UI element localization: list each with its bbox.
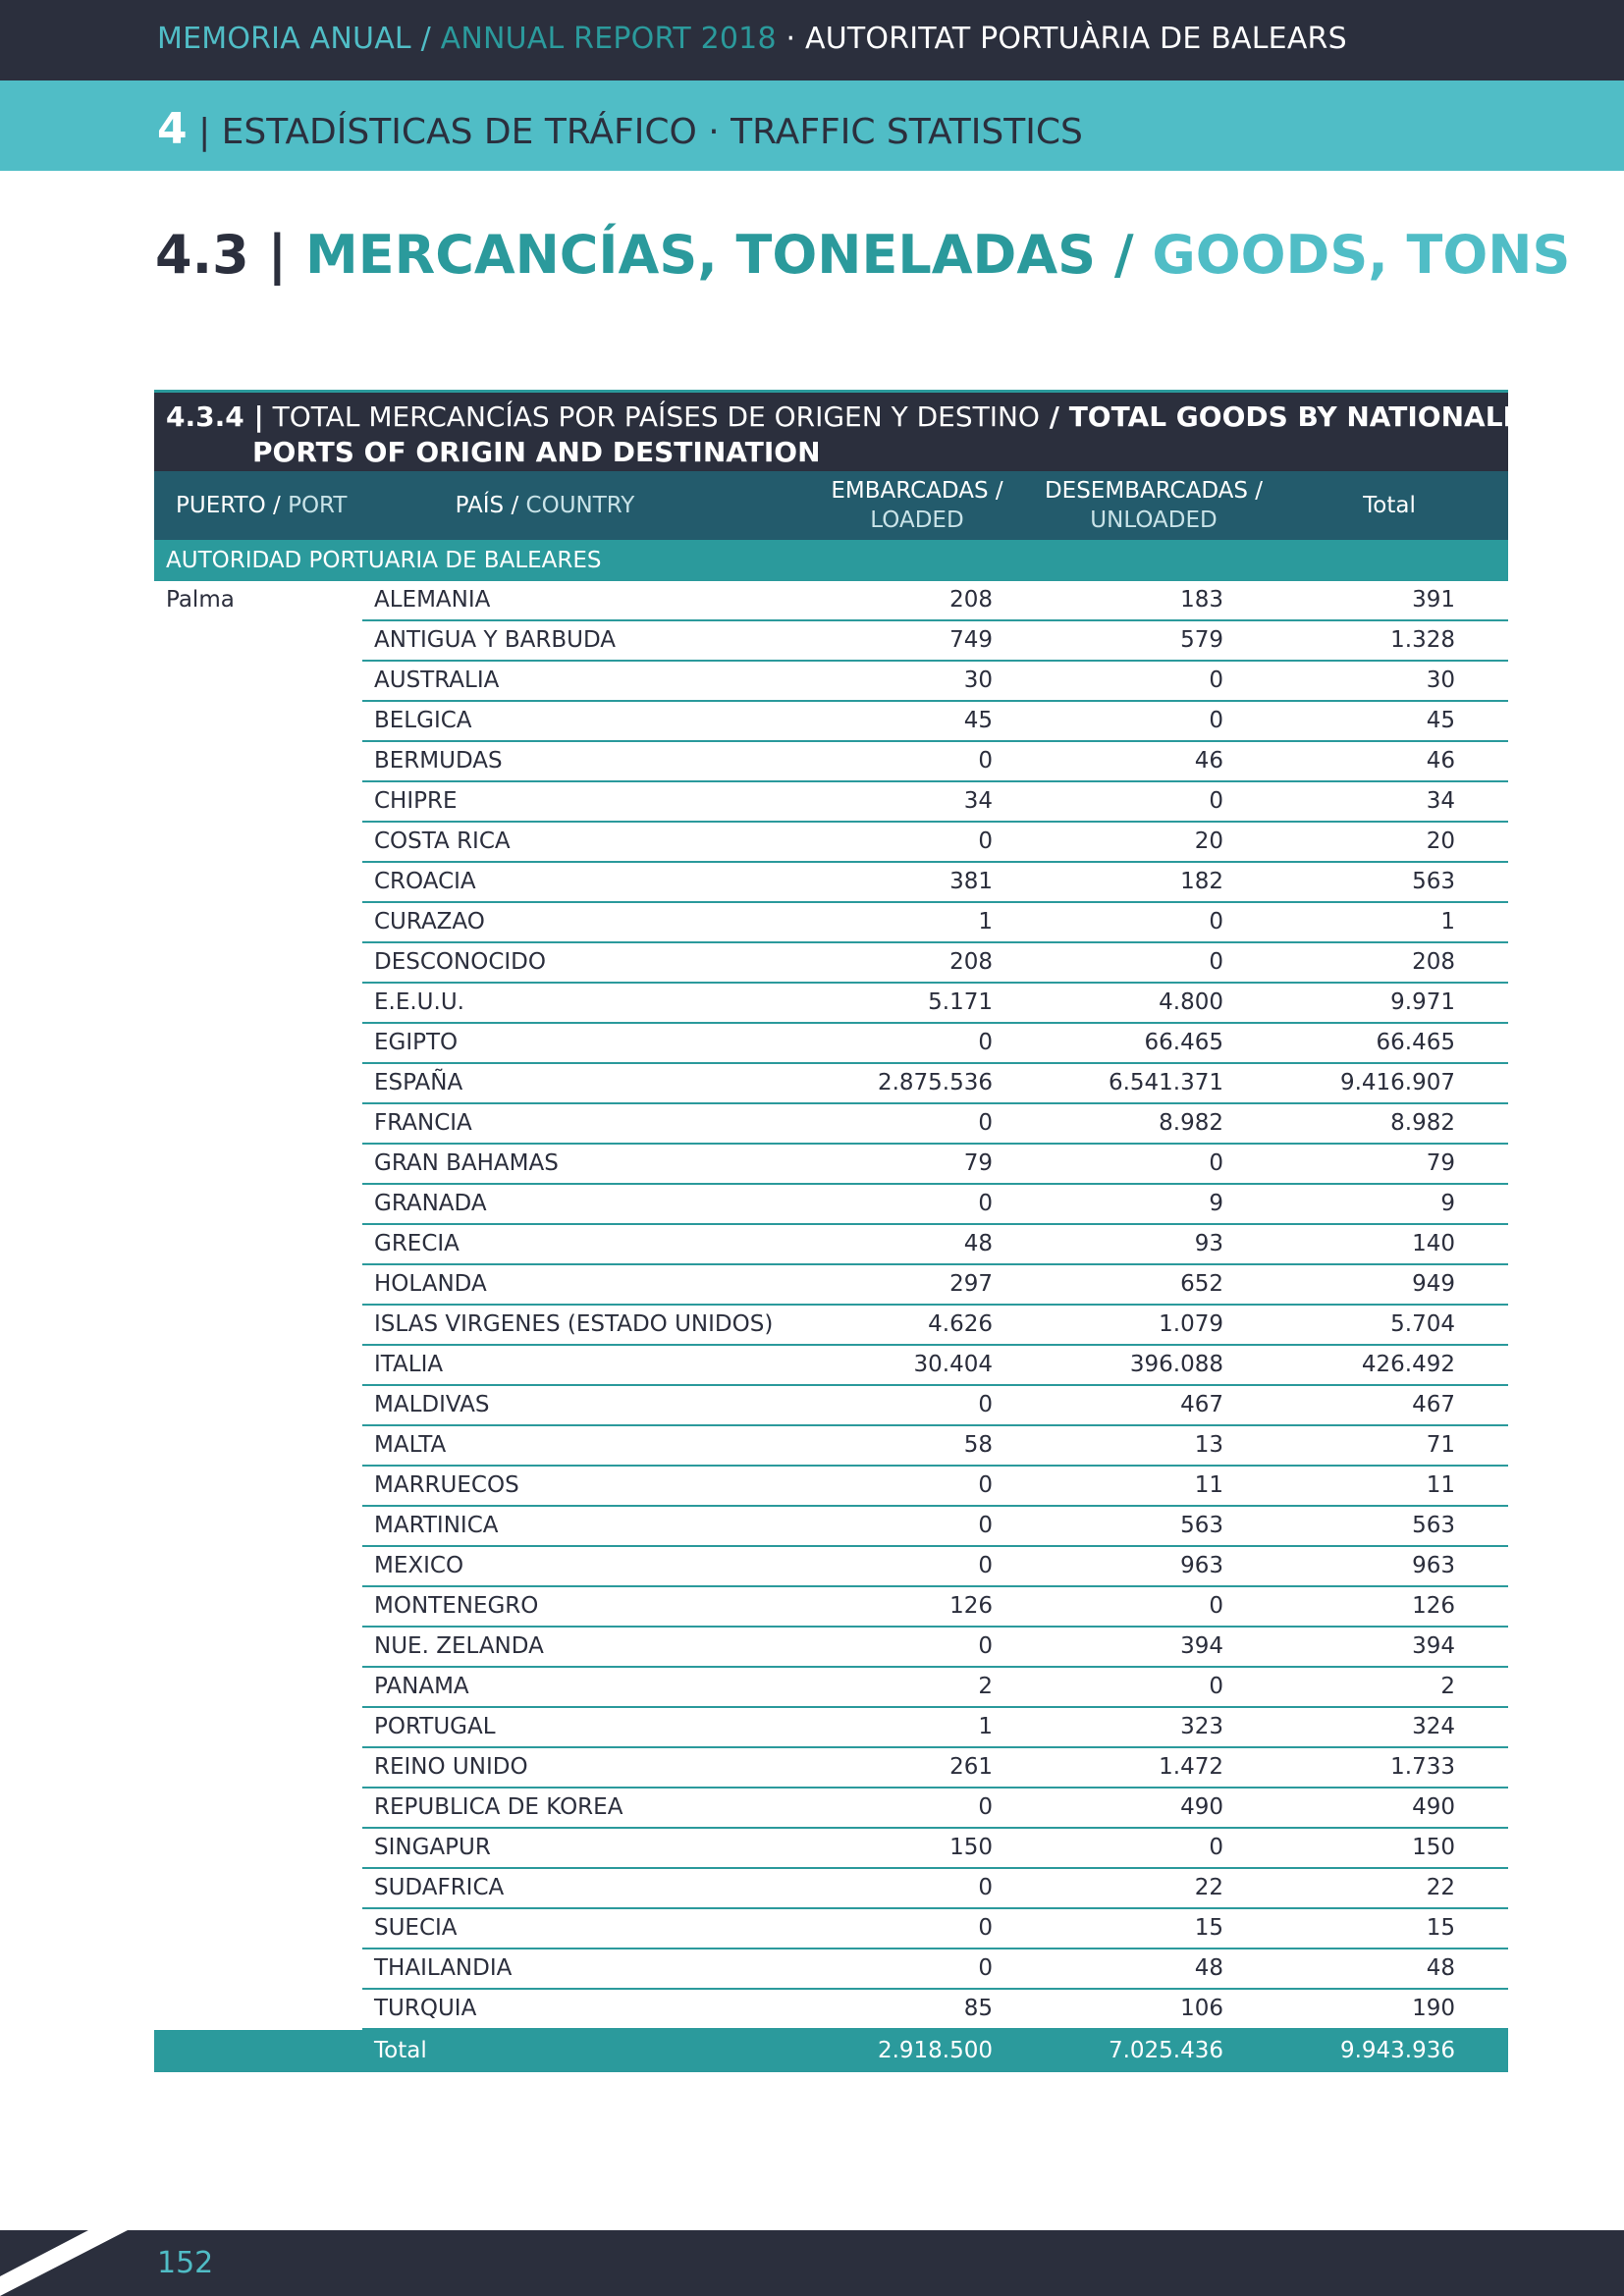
unloaded-cell: 490	[1180, 1794, 1223, 1820]
country-cell: ITALIA	[374, 1352, 444, 1377]
unloaded-cell: 0	[1209, 708, 1223, 733]
unloaded-cell: 8.982	[1159, 1110, 1223, 1136]
unloaded-cell: 0	[1209, 949, 1223, 975]
unloaded-cell: 11	[1194, 1472, 1223, 1498]
table-row	[154, 742, 1508, 782]
unloaded-cell: 48	[1194, 1955, 1223, 1981]
loaded-cell: 34	[963, 788, 993, 814]
table-row	[154, 1507, 1508, 1547]
loaded-cell: 297	[949, 1271, 993, 1297]
table-row	[154, 823, 1508, 863]
total-cell: 963	[1412, 1553, 1455, 1578]
column-unloaded-en: UNLOADED	[1090, 507, 1218, 533]
country-cell: ALEMANIA	[374, 587, 491, 613]
unloaded-cell: 652	[1180, 1271, 1223, 1297]
total-cell: 126	[1412, 1593, 1455, 1619]
country-cell: GRANADA	[374, 1191, 487, 1216]
loaded-cell: 2.875.536	[877, 1070, 993, 1095]
loaded-cell: 261	[949, 1754, 993, 1780]
unloaded-cell: 106	[1180, 1996, 1223, 2021]
column-header-loaded	[804, 476, 1030, 535]
country-cell: ANTIGUA Y BARBUDA	[374, 627, 616, 653]
unloaded-cell: 394	[1180, 1633, 1223, 1659]
total-cell: 2	[1440, 1674, 1455, 1699]
total-cell: 8.982	[1390, 1110, 1455, 1136]
total-cell: 11	[1426, 1472, 1455, 1498]
loaded-cell: 208	[949, 949, 993, 975]
page-title-en: GOODS, TONS	[1152, 224, 1571, 286]
table-body	[154, 581, 1508, 2030]
table-title-en: / TOTAL GOODS BY NATIONALITY OF	[1039, 400, 1604, 433]
unloaded-cell: 1.472	[1159, 1754, 1223, 1780]
page-title-number: 4.3 |	[155, 224, 305, 286]
loaded-cell: 749	[949, 627, 993, 653]
loaded-cell: 85	[963, 1996, 993, 2021]
loaded-cell: 0	[978, 748, 993, 774]
country-cell: MALDIVAS	[374, 1392, 490, 1417]
table-row	[154, 1708, 1508, 1748]
table-row	[154, 1024, 1508, 1064]
country-cell: ESPAÑA	[374, 1070, 463, 1095]
table-row	[154, 1346, 1508, 1386]
table-row	[154, 581, 1508, 621]
group-row-authority: AUTORIDAD PORTUARIA DE BALEARES	[154, 540, 1508, 581]
loaded-cell: 0	[978, 1955, 993, 1981]
total-unloaded: 7.025.436	[1108, 2038, 1223, 2063]
table-title-es: TOTAL MERCANCÍAS POR PAÍSES DE ORIGEN Y DESTINO	[263, 400, 1040, 433]
country-cell: MALTA	[374, 1432, 447, 1458]
total-cell: 426.492	[1361, 1352, 1455, 1377]
column-loaded-es: EMBARCADAS /	[831, 478, 1003, 504]
country-cell: THAILANDIA	[374, 1955, 513, 1981]
report-header-text	[157, 22, 1347, 56]
table-row	[154, 662, 1508, 702]
loaded-cell: 0	[978, 1875, 993, 1900]
table-number: 4.3.4 |	[166, 400, 264, 433]
loaded-cell: 5.171	[928, 989, 993, 1015]
port-cell: Palma	[166, 587, 235, 613]
page-title-slash: /	[1096, 224, 1153, 286]
country-cell: GRAN BAHAMAS	[374, 1150, 559, 1176]
total-cell: 208	[1412, 949, 1455, 975]
loaded-cell: 0	[978, 1513, 993, 1538]
total-cell: 48	[1426, 1955, 1455, 1981]
goods-by-country-table	[154, 390, 1604, 2072]
table-row	[154, 1547, 1508, 1587]
table-row	[154, 863, 1508, 903]
table-row	[154, 984, 1508, 1024]
table-row	[154, 1789, 1508, 1829]
country-cell: MARRUECOS	[374, 1472, 519, 1498]
table-row	[154, 782, 1508, 823]
country-cell: TURQUIA	[374, 1996, 477, 2021]
loaded-cell: 126	[949, 1593, 993, 1619]
table-row	[154, 1426, 1508, 1467]
unloaded-cell: 183	[1180, 587, 1223, 613]
total-total: 9.943.936	[1339, 2038, 1455, 2063]
loaded-cell: 30.404	[913, 1352, 993, 1377]
column-unloaded-es: DESEMBARCADAS /	[1044, 478, 1264, 504]
table-row	[154, 1668, 1508, 1708]
total-cell: 30	[1426, 667, 1455, 693]
country-cell: SUDAFRICA	[374, 1875, 505, 1900]
total-cell: 150	[1412, 1835, 1455, 1860]
table-row	[154, 702, 1508, 742]
table-title	[154, 390, 1604, 471]
total-cell: 563	[1412, 1513, 1455, 1538]
total-cell: 394	[1412, 1633, 1455, 1659]
unloaded-cell: 0	[1209, 788, 1223, 814]
unloaded-cell: 20	[1194, 828, 1223, 854]
country-cell: AUSTRALIA	[374, 667, 500, 693]
table-row	[154, 1869, 1508, 1909]
loaded-cell: 0	[978, 828, 993, 854]
country-cell: E.E.U.U.	[374, 989, 464, 1015]
country-cell: EGIPTO	[374, 1030, 459, 1055]
total-cell: 22	[1426, 1875, 1455, 1900]
country-cell: SUECIA	[374, 1915, 458, 1941]
total-cell: 949	[1412, 1271, 1455, 1297]
total-cell: 9	[1440, 1191, 1455, 1216]
loaded-cell: 150	[949, 1835, 993, 1860]
table-row	[154, 1265, 1508, 1306]
loaded-cell: 0	[978, 1191, 993, 1216]
table-row	[154, 1064, 1508, 1104]
total-cell: 71	[1426, 1432, 1455, 1458]
loaded-cell: 79	[963, 1150, 993, 1176]
loaded-cell: 208	[949, 587, 993, 613]
loaded-cell: 0	[978, 1794, 993, 1820]
table-title-line-2: PORTS OF ORIGIN AND DESTINATION	[252, 436, 821, 468]
table-row	[154, 1185, 1508, 1225]
total-cell: 1.733	[1390, 1754, 1455, 1780]
loaded-cell: 2	[978, 1674, 993, 1699]
total-cell: 563	[1412, 869, 1455, 894]
report-name-es: MEMORIA ANUAL	[157, 22, 411, 56]
unloaded-cell: 93	[1194, 1231, 1223, 1256]
loaded-cell: 0	[978, 1472, 993, 1498]
table-row	[154, 621, 1508, 662]
column-header-port	[176, 491, 347, 520]
total-cell: 9.971	[1390, 989, 1455, 1015]
total-cell: 1	[1440, 909, 1455, 934]
authority-name: · AUTORITAT PORTUÀRIA DE BALEARS	[776, 22, 1347, 56]
country-cell: CROACIA	[374, 869, 476, 894]
loaded-cell: 0	[978, 1553, 993, 1578]
column-loaded-en: LOADED	[870, 507, 964, 533]
column-header-country	[388, 491, 702, 520]
loaded-cell: 58	[963, 1432, 993, 1458]
loaded-cell: 0	[978, 1110, 993, 1136]
loaded-cell: 45	[963, 708, 993, 733]
loaded-cell: 0	[978, 1392, 993, 1417]
total-cell: 324	[1412, 1714, 1455, 1739]
column-header-unloaded	[1036, 476, 1272, 535]
loaded-cell: 48	[963, 1231, 993, 1256]
country-cell: BELGICA	[374, 708, 472, 733]
unloaded-cell: 4.800	[1159, 989, 1223, 1015]
section-title-es: ESTADÍSTICAS DE TRÁFICO	[221, 112, 697, 152]
page-title	[155, 224, 1570, 286]
country-cell: MONTENEGRO	[374, 1593, 539, 1619]
country-cell: HOLANDA	[374, 1271, 487, 1297]
table-row	[154, 1104, 1508, 1145]
loaded-cell: 1	[978, 909, 993, 934]
table-row	[154, 1386, 1508, 1426]
loaded-cell: 30	[963, 667, 993, 693]
table-row	[154, 1306, 1508, 1346]
unloaded-cell: 13	[1194, 1432, 1223, 1458]
total-cell: 79	[1426, 1150, 1455, 1176]
total-cell: 20	[1426, 828, 1455, 854]
loaded-cell: 1	[978, 1714, 993, 1739]
column-port-es: PUERTO /	[176, 493, 281, 518]
section-number: 4	[157, 104, 188, 154]
country-cell: PORTUGAL	[374, 1714, 496, 1739]
table-row	[154, 1225, 1508, 1265]
unloaded-cell: 0	[1209, 909, 1223, 934]
table-row	[154, 1909, 1508, 1949]
unloaded-cell: 0	[1209, 667, 1223, 693]
unloaded-cell: 0	[1209, 1593, 1223, 1619]
unloaded-cell: 579	[1180, 627, 1223, 653]
loaded-cell: 0	[978, 1633, 993, 1659]
total-cell: 15	[1426, 1915, 1455, 1941]
table-row	[154, 1145, 1508, 1185]
page-number: 152	[157, 2246, 214, 2280]
country-cell: NUE. ZELANDA	[374, 1633, 544, 1659]
total-cell: 467	[1412, 1392, 1455, 1417]
country-cell: ISLAS VIRGENES (ESTADO UNIDOS)	[374, 1311, 774, 1337]
country-cell: MEXICO	[374, 1553, 464, 1578]
unloaded-cell: 0	[1209, 1835, 1223, 1860]
total-cell: 1.328	[1390, 627, 1455, 653]
total-cell: 9.416.907	[1339, 1070, 1455, 1095]
table-row	[154, 1628, 1508, 1668]
total-cell: 66.465	[1376, 1030, 1455, 1055]
section-title-en: TRAFFIC STATISTICS	[731, 112, 1083, 152]
unloaded-cell: 396.088	[1129, 1352, 1223, 1377]
page-title-es: MERCANCÍAS, TONELADAS	[304, 224, 1097, 286]
table-row	[154, 903, 1508, 943]
unloaded-cell: 6.541.371	[1108, 1070, 1223, 1095]
section-pipe: |	[187, 112, 222, 152]
country-cell: SINGAPUR	[374, 1835, 491, 1860]
country-cell: COSTA RICA	[374, 828, 511, 854]
section-bar	[0, 80, 1624, 171]
table-row	[154, 1748, 1508, 1789]
report-name-en: ANNUAL REPORT 2018	[440, 22, 777, 56]
unloaded-cell: 9	[1209, 1191, 1223, 1216]
total-cell: 34	[1426, 788, 1455, 814]
page-footer	[0, 2230, 1624, 2296]
loaded-cell: 0	[978, 1915, 993, 1941]
column-country-es: PAÍS /	[455, 493, 519, 518]
table-total-row	[154, 2030, 1508, 2072]
country-cell: DESCONOCIDO	[374, 949, 546, 975]
unloaded-cell: 66.465	[1144, 1030, 1223, 1055]
unloaded-cell: 0	[1209, 1674, 1223, 1699]
unloaded-cell: 15	[1194, 1915, 1223, 1941]
table-header-row	[154, 471, 1508, 540]
total-label: Total	[374, 2038, 427, 2063]
country-cell: BERMUDAS	[374, 748, 503, 774]
total-cell: 46	[1426, 748, 1455, 774]
country-cell: REPUBLICA DE KOREA	[374, 1794, 623, 1820]
table-title-line-1	[166, 400, 1603, 433]
table-row	[154, 943, 1508, 984]
table-row	[154, 1829, 1508, 1869]
loaded-cell: 0	[978, 1030, 993, 1055]
unloaded-cell: 46	[1194, 748, 1223, 774]
unloaded-cell: 963	[1180, 1553, 1223, 1578]
table-row	[154, 1990, 1508, 2030]
country-cell: CHIPRE	[374, 788, 458, 814]
table-row	[154, 1949, 1508, 1990]
unloaded-cell: 0	[1209, 1150, 1223, 1176]
loaded-cell: 381	[949, 869, 993, 894]
country-cell: REINO UNIDO	[374, 1754, 528, 1780]
total-cell: 140	[1412, 1231, 1455, 1256]
loaded-cell: 4.626	[928, 1311, 993, 1337]
table-row	[154, 1467, 1508, 1507]
country-cell: PANAMA	[374, 1674, 469, 1699]
column-header-total: Total	[1363, 493, 1416, 518]
country-cell: CURAZAO	[374, 909, 485, 934]
unloaded-cell: 563	[1180, 1513, 1223, 1538]
report-header-bar	[0, 0, 1624, 80]
section-dot: ·	[696, 112, 731, 152]
total-loaded: 2.918.500	[877, 2038, 993, 2063]
country-cell: MARTINICA	[374, 1513, 499, 1538]
unloaded-cell: 1.079	[1159, 1311, 1223, 1337]
country-cell: GRECIA	[374, 1231, 460, 1256]
unloaded-cell: 467	[1180, 1392, 1223, 1417]
total-cell: 45	[1426, 708, 1455, 733]
table-row	[154, 1587, 1508, 1628]
unloaded-cell: 323	[1180, 1714, 1223, 1739]
unloaded-cell: 22	[1194, 1875, 1223, 1900]
total-cell: 490	[1412, 1794, 1455, 1820]
total-cell: 5.704	[1390, 1311, 1455, 1337]
column-port-en: PORT	[280, 493, 348, 518]
total-cell: 391	[1412, 587, 1455, 613]
unloaded-cell: 182	[1180, 869, 1223, 894]
total-cell: 190	[1412, 1996, 1455, 2021]
country-cell: FRANCIA	[374, 1110, 472, 1136]
column-country-en: COUNTRY	[518, 493, 635, 518]
section-title	[157, 104, 1083, 154]
footer-stripe-decoration	[0, 2230, 128, 2296]
header-slash: /	[410, 22, 441, 56]
